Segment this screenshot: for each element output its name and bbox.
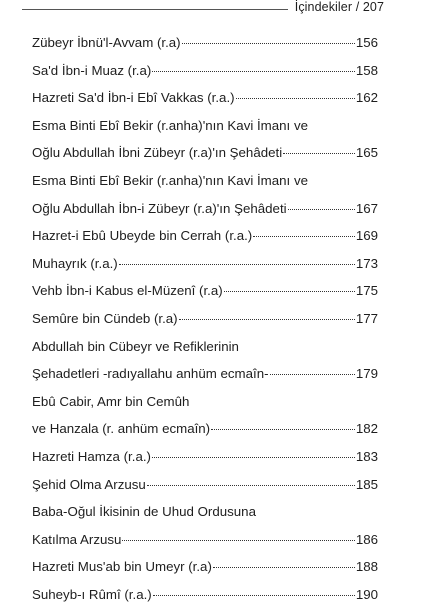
toc-entry bbox=[32, 305, 378, 333]
dot-leader bbox=[253, 236, 355, 237]
toc-entry bbox=[32, 360, 378, 388]
toc-entry-line bbox=[32, 333, 378, 361]
toc-entry-title: Suheyb-ı Rûmî (r.a.) bbox=[32, 586, 152, 602]
toc-entry bbox=[32, 526, 378, 554]
dot-leader bbox=[270, 374, 355, 375]
toc-page-number: 179 bbox=[355, 366, 378, 382]
toc-page-number: 156 bbox=[355, 35, 378, 50]
toc-entry-title: Şehid Olma Arzusu bbox=[32, 476, 146, 492]
toc-entry bbox=[32, 139, 378, 167]
toc-entry bbox=[32, 57, 378, 85]
toc-entry-title: Abdullah bin Cübeyr ve Refiklerinin bbox=[32, 338, 239, 354]
toc-entry-title: Ebû Cabir, Amr bin Cemûh bbox=[32, 393, 190, 409]
dot-leader bbox=[152, 457, 355, 458]
dot-leader bbox=[213, 567, 355, 568]
toc-entry-title: ve Hanzala (r. anhüm ecmaîn) bbox=[32, 421, 211, 437]
toc-entry-title: Şehadetleri -radıyallahu anhüm ecmaîn- bbox=[32, 366, 269, 382]
toc-page-number: 175 bbox=[355, 283, 378, 299]
toc-entry bbox=[32, 415, 378, 443]
dot-leader bbox=[152, 71, 355, 72]
dot-leader bbox=[182, 43, 355, 44]
dot-leader bbox=[224, 291, 355, 292]
toc-entry-title: Oğlu Abdullah İbn-i Zübeyr (r.a)'ın Şehâdeti bbox=[32, 200, 287, 216]
toc-entry-line bbox=[32, 167, 378, 195]
toc-entry-title: Semûre bin Cündeb (r.a) bbox=[32, 310, 178, 326]
toc-entry-line bbox=[32, 112, 378, 140]
toc-entry-title: Oğlu Abdullah İbni Zübeyr (r.a)'ın Şehâdeti bbox=[32, 145, 283, 161]
toc-entry bbox=[32, 195, 378, 223]
toc-entry-title: Sa'd İbn-i Muaz (r.a) bbox=[32, 62, 152, 78]
toc-page-number: 185 bbox=[355, 476, 378, 492]
toc-page-number: 182 bbox=[355, 421, 378, 437]
running-header bbox=[0, 0, 424, 22]
dot-leader bbox=[119, 264, 355, 265]
dot-leader bbox=[236, 98, 355, 99]
toc-page-number: 190 bbox=[355, 586, 378, 602]
toc-page-number: 173 bbox=[355, 255, 378, 271]
toc-entry-title: Baba-Oğul İkisinin de Uhud Ordusuna bbox=[32, 504, 256, 520]
toc-page-number: 169 bbox=[355, 228, 378, 244]
toc-entry bbox=[32, 553, 378, 581]
toc-entry-title: Esma Binti Ebî Bekir (r.anha)'nın Kavi İmanı ve bbox=[32, 172, 308, 188]
toc-page-number: 188 bbox=[355, 559, 378, 575]
toc-entry bbox=[32, 250, 378, 278]
header-rule bbox=[22, 9, 288, 10]
toc-entry-title: Zübeyr İbnü'l-Avvam (r.a) bbox=[32, 35, 181, 50]
toc-page-number: 162 bbox=[355, 90, 378, 106]
toc-entry bbox=[32, 443, 378, 471]
dot-leader bbox=[288, 209, 355, 210]
toc-entry bbox=[32, 471, 378, 499]
toc-entry-line bbox=[32, 388, 378, 416]
dot-leader bbox=[283, 153, 355, 154]
toc-entry-title: Muhayrık (r.a.) bbox=[32, 255, 118, 271]
toc-entry-line bbox=[32, 498, 378, 526]
toc-entry-title: Hazreti Sa'd İbn-i Ebî Vakkas (r.a.) bbox=[32, 90, 235, 106]
toc-entry bbox=[32, 84, 378, 112]
toc-page-number: 177 bbox=[355, 310, 378, 326]
dot-leader bbox=[211, 429, 355, 430]
toc-page-number: 183 bbox=[355, 448, 378, 464]
toc-entry-title: Katılma Arzusu bbox=[32, 531, 122, 547]
toc-page-number: 158 bbox=[355, 62, 378, 78]
toc-entry-title: Hazreti Hamza (r.a.) bbox=[32, 448, 151, 464]
header-title: İçindekiler / 207 bbox=[294, 0, 384, 14]
toc-entry-title: Esma Binti Ebî Bekir (r.anha)'nın Kavi İmanı ve bbox=[32, 117, 308, 133]
dot-leader bbox=[179, 319, 355, 320]
toc-page-number: 186 bbox=[355, 531, 378, 547]
toc-entry bbox=[32, 581, 378, 608]
toc-page-number: 167 bbox=[355, 200, 378, 216]
table-of-contents bbox=[32, 29, 378, 608]
dot-leader bbox=[147, 485, 355, 486]
toc-entry-title: Hazret-i Ebû Ubeyde bin Cerrah (r.a.) bbox=[32, 228, 253, 244]
toc-entry-title: Hazreti Mus'ab bin Umeyr (r.a) bbox=[32, 559, 212, 575]
toc-entry bbox=[32, 277, 378, 305]
toc-entry bbox=[32, 222, 378, 250]
toc-page-number: 165 bbox=[355, 145, 378, 161]
toc-entry bbox=[32, 29, 378, 57]
dot-leader bbox=[122, 540, 354, 541]
toc-entry-title: Vehb İbn-i Kabus el-Müzenî (r.a) bbox=[32, 283, 223, 299]
dot-leader bbox=[153, 595, 355, 596]
